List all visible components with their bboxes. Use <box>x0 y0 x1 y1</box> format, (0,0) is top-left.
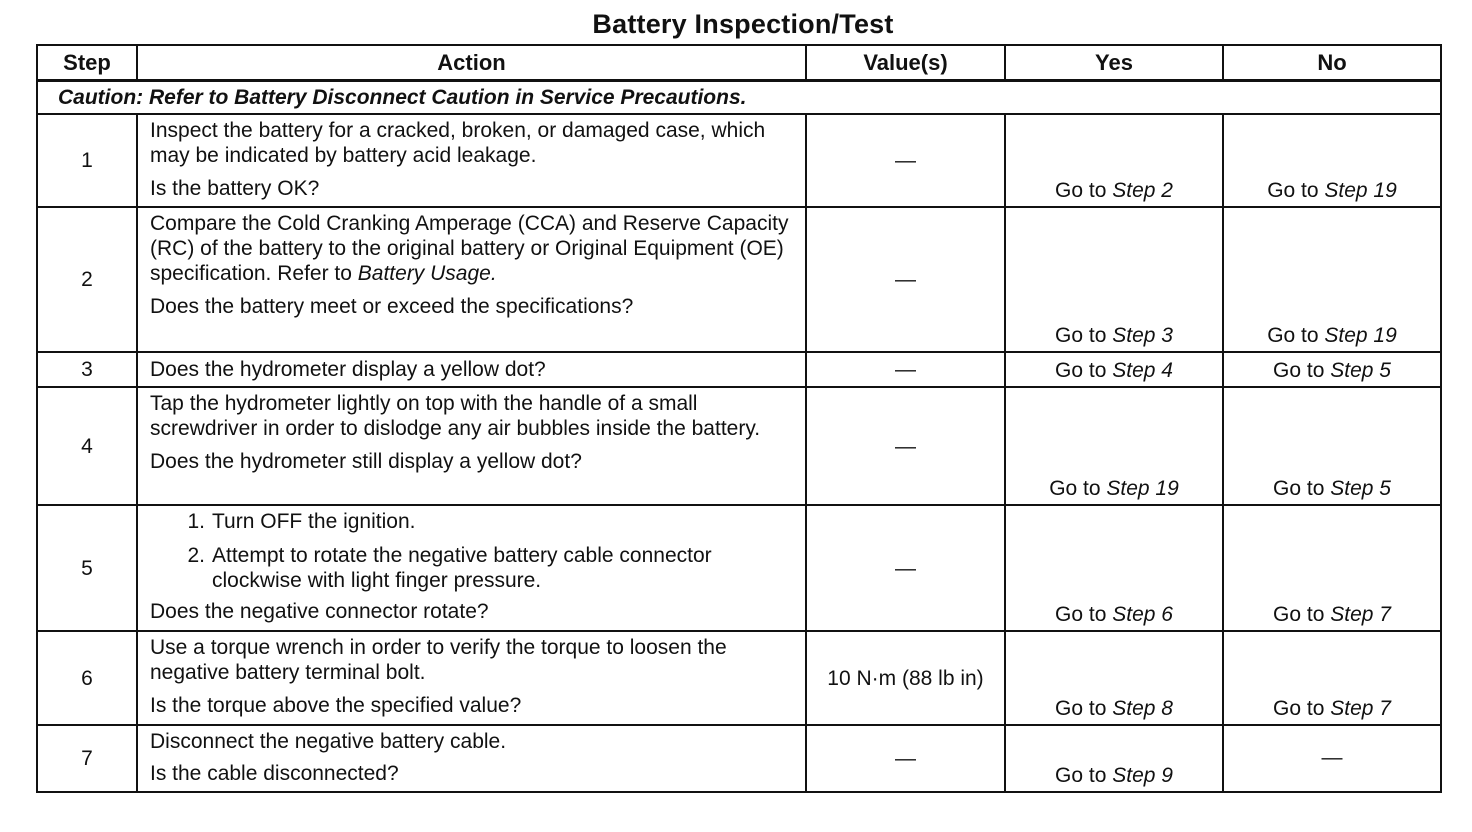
goto-prefix: Go to <box>1267 324 1325 347</box>
goto-step-link: Step 19 <box>1324 324 1397 347</box>
table-row <box>37 352 1441 387</box>
goto-step-link: Step 2 <box>1112 179 1173 202</box>
action-question: Does the battery meet or exceed the specifications? <box>150 295 634 318</box>
no-cell <box>1223 352 1441 387</box>
action-question: Does the negative connector rotate? <box>150 600 489 623</box>
action-question: Is the cable disconnected? <box>150 762 399 785</box>
header-no: No <box>1223 45 1441 81</box>
action-cell <box>137 387 806 505</box>
value-cell: — <box>806 114 1005 207</box>
step-number: 5 <box>37 505 137 631</box>
goto-step-link: Step 9 <box>1112 764 1173 787</box>
action-cell <box>137 207 806 352</box>
action-text: Inspect the battery for a cracked, broken, or damaged case, which may be indicated by battery acid leakage. <box>150 119 766 167</box>
battery-test-table <box>36 44 1442 793</box>
step-number: 3 <box>37 352 137 387</box>
header-values: Value(s) <box>806 45 1005 81</box>
substep-item <box>150 543 797 593</box>
value-cell: — <box>806 207 1005 352</box>
goto-prefix: Go to <box>1055 697 1113 720</box>
action-cell <box>137 725 806 792</box>
goto-prefix: Go to <box>1049 477 1107 500</box>
substep-number: 2. <box>187 544 205 567</box>
goto-step-link: Step 19 <box>1324 179 1397 202</box>
substep-text: Attempt to rotate the negative battery cable connector clockwise with light finger pressure. <box>212 544 712 592</box>
no-cell <box>1223 631 1441 725</box>
goto-prefix: Go to <box>1267 179 1325 202</box>
goto-prefix: Go to <box>1273 697 1331 720</box>
value-cell: 10 N·m (88 lb in) <box>806 631 1005 725</box>
caution-text: Caution: Refer to Battery Disconnect Caution in Service Precautions. <box>37 81 1441 115</box>
goto-step-link: Step 6 <box>1112 603 1173 626</box>
goto-prefix: Go to <box>1055 179 1113 202</box>
yes-cell <box>1005 387 1223 505</box>
goto-prefix: Go to <box>1055 359 1113 382</box>
goto-step-link: Step 3 <box>1112 324 1173 347</box>
value-cell: — <box>806 505 1005 631</box>
goto-step-link: Step 5 <box>1330 477 1391 500</box>
no-cell: — <box>1223 725 1441 792</box>
caution-row <box>37 81 1441 115</box>
action-question: Does the hydrometer still display a yellow dot? <box>150 450 582 473</box>
goto-step-link: Step 19 <box>1106 477 1179 500</box>
header-action: Action <box>137 45 806 81</box>
value-cell: — <box>806 387 1005 505</box>
goto-step-link: Step 5 <box>1330 359 1391 382</box>
yes-cell <box>1005 725 1223 792</box>
value-cell: — <box>806 352 1005 387</box>
table-row <box>37 207 1441 352</box>
action-cell <box>137 114 806 207</box>
yes-cell <box>1005 352 1223 387</box>
yes-cell <box>1005 505 1223 631</box>
goto-step-link: Step 7 <box>1330 697 1391 720</box>
no-cell <box>1223 387 1441 505</box>
action-cell <box>137 631 806 725</box>
table-row <box>37 114 1441 207</box>
table-row <box>37 387 1441 505</box>
action-text-main: Compare the Cold Cranking Amperage (CCA) and Reserve Capacity (RC) of the battery to the original battery or Original Equipment (OE) specification. Refer to <box>150 212 789 285</box>
action-question: Is the battery OK? <box>150 177 320 200</box>
action-cell <box>137 505 806 631</box>
page-title: Battery Inspection/Test <box>592 9 894 39</box>
yes-cell <box>1005 207 1223 352</box>
step-number: 6 <box>37 631 137 725</box>
yes-cell <box>1005 631 1223 725</box>
step-number: 1 <box>37 114 137 207</box>
goto-step-link: Step 4 <box>1112 359 1173 382</box>
goto-prefix: Go to <box>1273 603 1331 626</box>
action-text: Use a torque wrench in order to verify the torque to loosen the negative battery terminal bolt. <box>150 636 727 684</box>
action-text: Disconnect the negative battery cable. <box>150 730 507 753</box>
table-row <box>37 725 1441 792</box>
table-row <box>37 631 1441 725</box>
no-cell <box>1223 207 1441 352</box>
yes-cell <box>1005 114 1223 207</box>
step-number: 2 <box>37 207 137 352</box>
table-header-row <box>37 45 1441 81</box>
goto-prefix: Go to <box>1055 603 1113 626</box>
no-cell <box>1223 505 1441 631</box>
value-cell: — <box>806 725 1005 792</box>
action-cell <box>137 352 806 387</box>
action-question: Does the hydrometer display a yellow dot? <box>150 357 546 381</box>
no-cell <box>1223 114 1441 207</box>
action-text: Tap the hydrometer lightly on top with the handle of a small screwdriver in order to dislodge any air bubbles inside the battery. <box>150 392 761 440</box>
substep-text: Turn OFF the ignition. <box>212 510 416 533</box>
step-number: 7 <box>37 725 137 792</box>
goto-prefix: Go to <box>1055 324 1113 347</box>
action-text <box>150 211 797 286</box>
substep-item <box>150 509 797 534</box>
goto-step-link: Step 8 <box>1112 697 1173 720</box>
action-question: Is the torque above the specified value? <box>150 694 522 717</box>
header-yes: Yes <box>1005 45 1223 81</box>
substep-number: 1. <box>187 510 205 533</box>
goto-step-link: Step 7 <box>1330 603 1391 626</box>
goto-prefix: Go to <box>1273 477 1331 500</box>
action-reference: Battery Usage. <box>357 262 497 285</box>
header-step: Step <box>37 45 137 81</box>
table-row <box>37 505 1441 631</box>
goto-prefix: Go to <box>1273 359 1331 382</box>
step-number: 4 <box>37 387 137 505</box>
substep-list <box>150 509 797 593</box>
goto-prefix: Go to <box>1055 764 1113 787</box>
